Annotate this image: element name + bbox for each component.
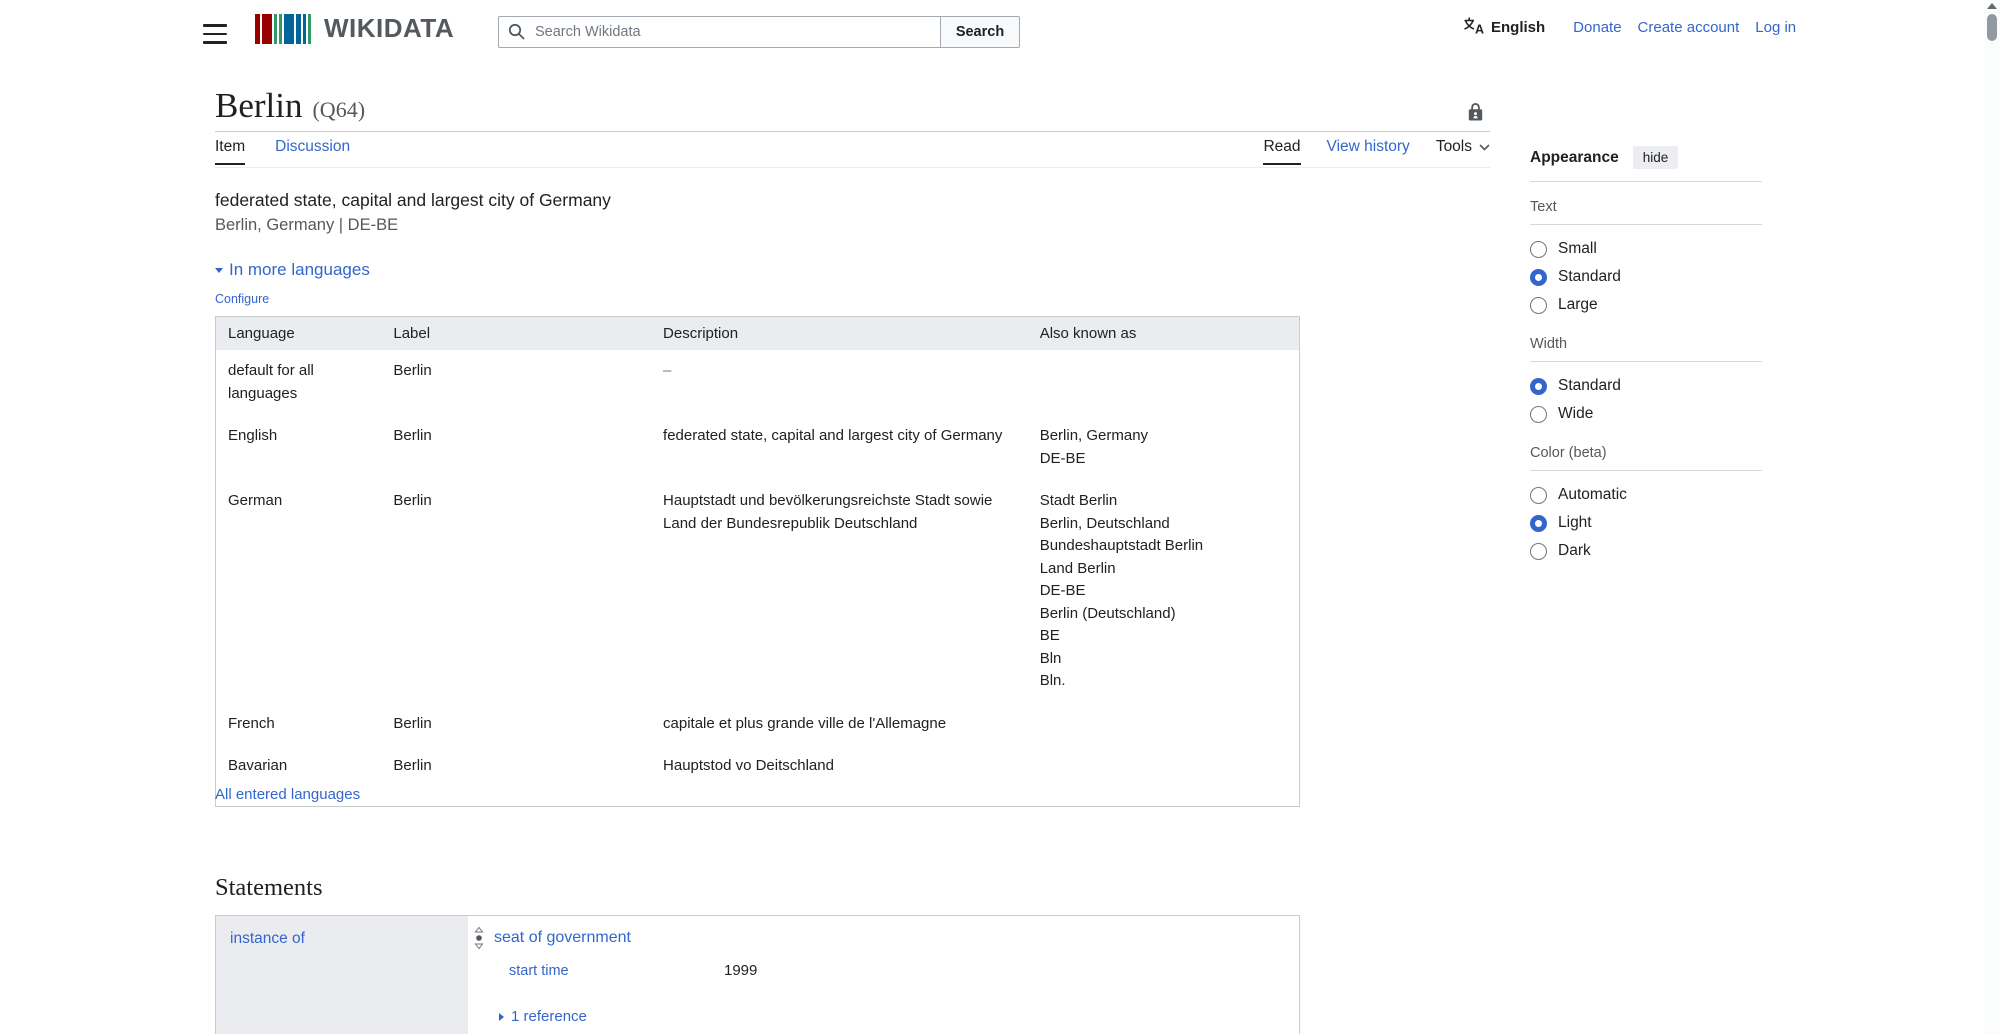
svg-text:A: A (1475, 22, 1485, 35)
table-header-row (216, 317, 1300, 351)
radio-label: Small (1558, 240, 1597, 257)
donate-link[interactable]: Donate (1573, 18, 1622, 36)
radio-selected-icon[interactable] (1530, 269, 1547, 286)
cell-language: French (228, 714, 275, 732)
cell-also-known-as (1028, 745, 1300, 806)
radio-option-standard[interactable] (1530, 263, 1762, 291)
cell-language: default for all languages (228, 362, 314, 402)
cell-language: German (228, 492, 283, 509)
cell-language: Bavarian (228, 757, 288, 774)
radio-unselected-icon[interactable] (1530, 241, 1547, 258)
language-selector-label: English (1491, 18, 1546, 36)
tools-menu[interactable]: Tools (1436, 138, 1490, 163)
alias-item: Berlin, Deutschland (1039, 514, 1170, 532)
statement-value-link[interactable]: seat of government (494, 929, 631, 946)
radio-label: Dark (1558, 542, 1591, 559)
radio-option-dark[interactable] (1530, 537, 1762, 565)
alias-item: DE-BE (1039, 582, 1086, 599)
column-header-also-known-as: Also known as (1028, 317, 1300, 351)
radio-label: Standard (1558, 268, 1621, 285)
language-table-row (216, 415, 1300, 480)
hide-appearance-button[interactable]: hide (1633, 146, 1679, 169)
search-button[interactable]: Search (940, 16, 1020, 48)
radio-option-wide[interactable] (1530, 400, 1762, 428)
cell-label: Berlin (393, 492, 432, 509)
triangle-right-icon (499, 1013, 504, 1021)
entity-aliases: Berlin, Germany | DE-BE (215, 216, 399, 234)
cell-also-known-as (1028, 480, 1300, 703)
scrollbar-thumb[interactable] (1987, 14, 1997, 41)
radio-option-standard[interactable] (1530, 372, 1762, 400)
page-title (215, 86, 365, 126)
alias-item: BE (1039, 627, 1060, 644)
cell-label: Berlin (393, 362, 432, 379)
radio-label: Wide (1558, 405, 1594, 422)
alias-item: Bln (1039, 649, 1062, 667)
radio-unselected-icon[interactable] (1530, 487, 1547, 504)
alias-item: Land Berlin (1039, 559, 1116, 577)
language-table-row (216, 703, 1300, 746)
appearance-section-label: Text (1530, 199, 1762, 225)
alias-item: Bundeshauptstadt Berlin (1039, 537, 1204, 554)
tab-bar (215, 138, 1490, 168)
radio-selected-icon[interactable] (1530, 378, 1547, 395)
language-table-row (216, 745, 1300, 806)
cell-also-known-as (1028, 703, 1300, 746)
logo-wordmark: WIKIDATA (324, 13, 455, 43)
alias-item: Berlin, Germany (1039, 427, 1149, 444)
title-divider (215, 131, 1490, 132)
alias-item: Stadt Berlin (1039, 492, 1118, 509)
cell-label: Berlin (393, 714, 432, 732)
entity-description: federated state, capital and largest city of Germany (215, 190, 611, 210)
radio-unselected-icon[interactable] (1530, 543, 1547, 560)
tab-read[interactable]: Read (1263, 138, 1300, 165)
language-selector[interactable] (1463, 16, 1545, 39)
tab-discussion[interactable]: Discussion (275, 138, 351, 155)
all-entered-languages-link[interactable]: All entered languages (215, 786, 361, 803)
radio-label: Large (1558, 296, 1598, 313)
rank-selector-icon (474, 926, 484, 955)
cell-language: English (228, 427, 278, 444)
hamburger-icon[interactable] (203, 24, 227, 44)
padlock-icon[interactable] (1467, 102, 1484, 127)
language-table-row (216, 480, 1300, 703)
radio-option-small[interactable] (1530, 235, 1762, 263)
language-terms-table (215, 316, 1300, 807)
alias-item: Bln. (1039, 672, 1066, 689)
appearance-section-label: Color (beta) (1530, 445, 1762, 471)
radio-label: Standard (1558, 377, 1621, 394)
radio-label: Automatic (1558, 486, 1627, 503)
triangle-down-icon (215, 268, 223, 273)
qualifier-value: 1999 (724, 962, 758, 979)
appearance-section-label: Width (1530, 336, 1762, 362)
magnifier-icon (508, 23, 526, 46)
alias-item: Berlin (Deutschland) (1039, 604, 1176, 622)
radio-unselected-icon[interactable] (1530, 406, 1547, 423)
cell-also-known-as (1028, 415, 1300, 480)
cell-label: Berlin (393, 427, 432, 444)
tab-view-history[interactable]: View history (1326, 138, 1410, 155)
appearance-panel (1530, 140, 1762, 565)
alias-item: DE-BE (1039, 449, 1086, 467)
search-input[interactable] (498, 16, 941, 48)
radio-option-large[interactable] (1530, 291, 1762, 319)
column-header-language: Language (216, 317, 382, 351)
scroll-up-arrow-icon[interactable] (1987, 3, 1997, 9)
radio-option-automatic[interactable] (1530, 481, 1762, 509)
in-more-languages-toggle[interactable]: In more languages (215, 260, 370, 280)
chevron-down-icon (1479, 138, 1490, 156)
appearance-sections (1530, 199, 1762, 565)
translate-icon (1463, 16, 1485, 39)
entity-id: (Q64) (312, 97, 366, 122)
entity-label: Berlin (215, 86, 303, 125)
wikidata-barcode-icon (255, 14, 311, 44)
statements-heading: Statements (215, 874, 323, 901)
page-scrollbar[interactable] (1984, 0, 2000, 1034)
language-table-row (216, 350, 1300, 415)
statement-group (215, 915, 1300, 1034)
tab-item[interactable]: Item (215, 138, 245, 165)
language-table-body (216, 350, 1300, 806)
statement-property-link[interactable]: instance of (230, 930, 305, 947)
cell-description: federated state, capital and largest city of Germany (663, 427, 1003, 444)
column-header-label: Label (381, 317, 651, 351)
cell-description: Hauptstadt und bevölkerungsreichste Stadt sowie Land der Bundesrepublik Deutschland (663, 492, 993, 532)
radio-unselected-icon[interactable] (1530, 297, 1547, 314)
create-account-link[interactable]: Create account (1637, 18, 1740, 36)
column-header-description: Description (651, 317, 1028, 351)
cell-description: capitale et plus grande ville de l'Allemagne (663, 714, 947, 732)
log-in-link[interactable]: Log in (1755, 18, 1797, 36)
qualifier-property-link[interactable]: start time (509, 963, 569, 979)
radio-option-light[interactable] (1530, 509, 1762, 537)
cell-description: – (663, 362, 672, 379)
radio-selected-icon[interactable] (1530, 515, 1547, 532)
radio-label: Light (1558, 514, 1592, 531)
cell-description: Hauptstod vo Deitschland (663, 757, 834, 774)
appearance-title: Appearance (1530, 148, 1619, 166)
wikidata-logo[interactable] (255, 13, 454, 44)
references-toggle[interactable]: 1 reference (499, 1008, 587, 1025)
configure-link[interactable]: Configure (215, 292, 270, 306)
cell-label: Berlin (393, 757, 432, 774)
cell-also-known-as (1028, 350, 1300, 415)
